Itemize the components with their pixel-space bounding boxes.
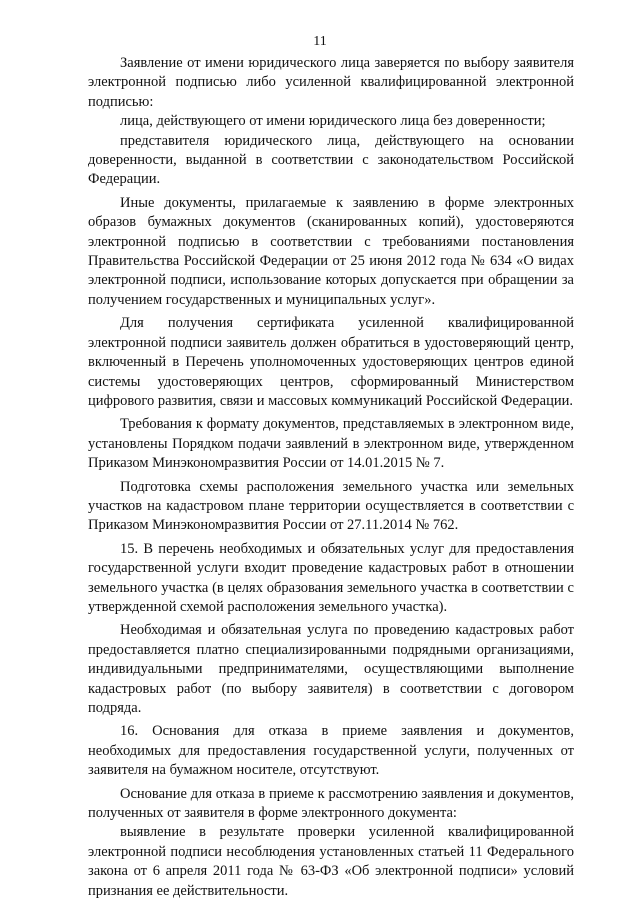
page-number: 11 [313, 34, 327, 49]
paragraph: Заявление от имени юридического лица заверяется по выбору заявителя электронной подписью либо усиленной квалифицированной электронной подписью: [88, 55, 574, 110]
paragraph: Необходимая и обязательная услуга по проведению кадастровых работ предоставляется платно специализированными подрядными организациями, индивидуальными предпринимателями, осуществляющими выполнение кадастровых работ (по выбору заявителя) в соответствии с договором подряда. [88, 622, 574, 716]
paragraph: Иные документы, прилагаемые к заявлению в форме электронных образов бумажных документов (сканированных копий), удостоверяются электронной подписью в соответствии с требованиями постановления Правительства Российской Федерации от 25 июня 2012 года № 634 «О видах электронной подписи, использование которых допускается при обращении за получением государственных и муниципальных услуг». [88, 194, 574, 308]
paragraph: Для получения сертификата усиленной квалифицированной электронной подписи заявитель должен обратиться в удостоверяющий центр, включенный в Перечень уполномоченных удостоверяющих центров единой системы удостоверяющих центров, сформированный Министерством цифрового развития, связи и массовых коммуникаций Российской Федерации. [88, 315, 574, 409]
paragraph: представителя юридического лица, действующего на основании доверенности, выданной в соответствии с законодательством Российской Федерации. [88, 132, 574, 188]
document-body [88, 54, 574, 901]
paragraph: Требования к формату документов, представляемых в электронном виде, установлены Порядком подачи заявлений в электронном виде, утвержденном Приказом Минэкономразвития России от 14.01.2015 № 7. [88, 416, 574, 472]
paragraph: Основание для отказа в приеме к рассмотрению заявления и документов, полученных от заявителя в форме электронного документа: [88, 785, 574, 822]
paragraph: 16. Основания для отказа в приеме заявления и документов, необходимых для предоставления государственной услуги, полученных от заявителя на бумажном носителе, отсутствуют. [88, 723, 574, 779]
paragraph: 15. В перечень необходимых и обязательных услуг для предоставления государственной услуги входит проведение кадастровых работ в отношении земельного участка (в целях образования земельного участка в соответствии с утвержденной схемой расположения земельного участка). [88, 540, 574, 615]
paragraph: лица, действующего от имени юридического лица без доверенности; [120, 113, 546, 130]
paragraph: Подготовка схемы расположения земельного участка или земельных участков на кадастровом плане территории осуществляется в соответствии с Приказом Минэкономразвития России от 27.11.2014 № 762. [88, 478, 574, 534]
paragraph: выявление в результате проверки усиленной квалифицированной электронной подписи несоблюдения установленных статьей 11 Федерального закона от 6 апреля 2011 года № 63-ФЗ «Об электронной подписи» условий признания ее действительности. [88, 824, 574, 899]
